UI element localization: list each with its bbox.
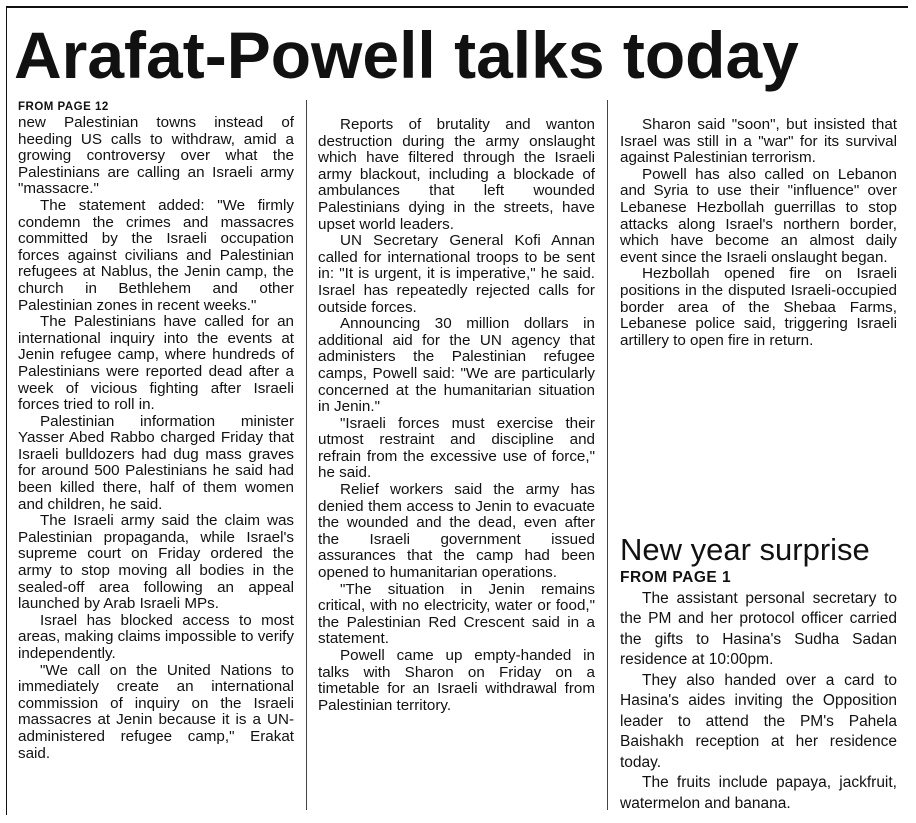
column-rule	[607, 100, 608, 810]
jump-line: FROM PAGE 1	[620, 569, 732, 586]
article-paragraph: Palestinian information minister Yasser Abed Rabbo charged Friday that Israeli bulldozers had dug mass graves for around 500 Palestinians he said had been killed there, half of them women and children, he said.	[18, 412, 294, 513]
article-paragraph: Israel has blocked access to most areas, making claims impossible to verify independently.	[18, 611, 295, 662]
article-column-2	[318, 117, 595, 714]
article-paragraph: "The situation in Jenin remains critical, with no electricity, water or food," the Palestinian Red Crescent said in a statement.	[318, 580, 595, 648]
article-paragraph: The statement added: "We firmly condemn the crimes and massacres committed by the Israeli occupation forces against civilians and Palestinian refugees at Nablus, the Jenin camp, the church in Bethlehem and other Palestinian zones in recent weeks."	[18, 196, 294, 314]
main-headline: Arafat-Powell talks today	[14, 18, 799, 92]
article-paragraph: They also handed over a card to Hasina's aides inviting the Opposition leader to attend the PM's Pahela Baishakh reception at her residence today.	[620, 671, 897, 771]
article-paragraph: Powell came up empty-handed in talks with Sharon on Friday on a timetable for an Israeli withdrawal from Palestinian territory.	[318, 647, 595, 714]
article-paragraph: The Israeli army said the claim was Palestinian propaganda, while Israel's supreme court on Friday ordered the army to stop moving all bodies in the sealed-off area following an appeal launched by Arab Israeli MPs.	[18, 512, 294, 613]
article-paragraph: "We call on the United Nations to immediately create an international commission of inquiry on the Israeli massacres at Jenin because it is a UN-administered refugee camp," Erakat said.	[18, 661, 294, 762]
second-story-body	[620, 568, 897, 814]
article-paragraph: The Palestinians have called for an international inquiry into the events at Jenin refugee camp, where hundreds of Palestinians were reported dead after a week of vicious fighting after Israeli forces tried to roll in.	[18, 313, 294, 414]
article-paragraph: Sharon said "soon", but insisted that Israel was still in a "war" for its survival against Palestinian terrorism.	[620, 116, 897, 167]
article-paragraph: UN Secretary General Kofi Annan called for international troops to be sent in: "It is urgent, it is imperative," he said. Israel has repeatedly rejected calls for outside forces.	[318, 232, 595, 316]
article-column-3	[620, 117, 897, 349]
second-headline: New year surprise	[620, 532, 870, 567]
article-paragraph: Relief workers said the army has denied them access to Jenin to evacuate the wounded and the dead, even after the Israeli government issued assurances that the camp had been opened to humanitarian operations.	[318, 481, 595, 582]
article-paragraph: Announcing 30 million dollars in additional aid for the UN agency that administers the Palestinian refugee camps, Powell said: "We are particularly concerned at the humanitarian situation in Jenin."	[318, 315, 595, 416]
jump-line: FROM PAGE 12	[18, 101, 109, 113]
article-paragraph: The fruits include papaya, jackfruit, watermelon and banana.	[620, 774, 897, 812]
article-paragraph: The assistant personal secretary to the PM and her protocol officer carried the gifts to Hasina's Sudha Sadan residence at 10:00pm.	[620, 589, 897, 668]
article-paragraph: "Israeli forces must exercise their utmost restraint and discipline and refrain from the excessive use of force," he said.	[318, 414, 595, 482]
article-paragraph: Powell has also called on Lebanon and Syria to use their "influence" over Lebanese Hezbollah guerrillas to stop attacks along Israel's northern border, which have become an almost daily event since the Israeli onslaught began.	[620, 165, 897, 266]
article-paragraph: Hezbollah opened fire on Israeli positions in the disputed Israeli-occupied border area of the Shebaa Farms, Lebanese police said, triggering Israeli artillery to open fire in return.	[620, 265, 897, 349]
article-paragraph: new Palestinian towns instead of heeding US calls to withdraw, amid a growing controversy over what the Palestinians are calling an Israeli army "massacre."	[18, 114, 294, 198]
column-rule	[306, 100, 307, 810]
article-paragraph: Reports of brutality and wanton destruction during the army onslaught which have filtered through the Israeli army blackout, including a blockade of ambulances that left wounded Palestinians dying in the streets, have upset world leaders.	[318, 116, 595, 233]
article-column-1	[18, 100, 294, 762]
